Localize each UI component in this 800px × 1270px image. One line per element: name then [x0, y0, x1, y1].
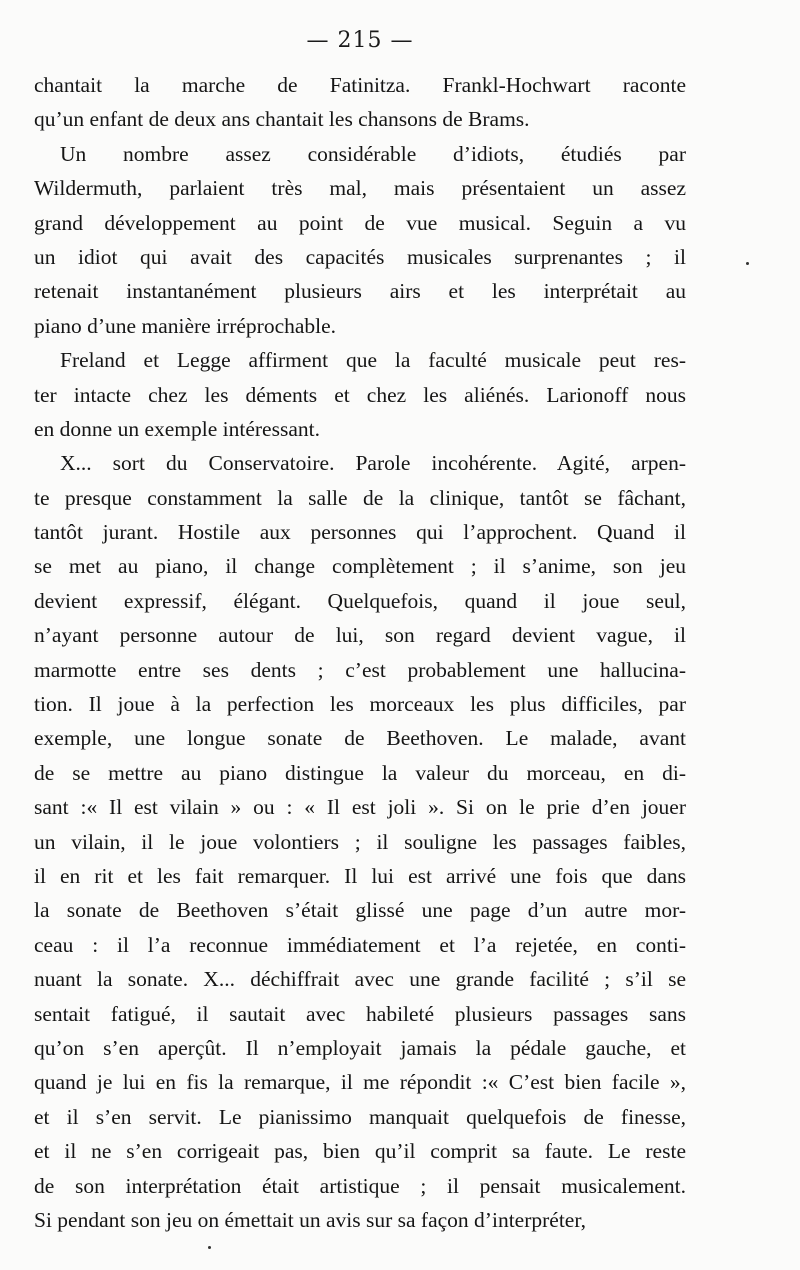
text-line: et il ne s’en corrigeait pas, bien qu’il comprit sa faute. Le reste	[34, 1139, 686, 1164]
text-line: exemple, une longue sonate de Beethoven. Le malade, avant	[34, 726, 686, 751]
text-line: de se mettre au piano distingue la valeur du morceau, en di-	[34, 760, 686, 785]
text-line: un idiot qui avait des capacités musicales surprenantes ; il	[34, 244, 686, 269]
ink-speck	[746, 262, 749, 265]
text-line: Freland et Legge affirment que la faculté musicale peut res-	[60, 348, 686, 373]
text-line: la sonate de Beethoven s’était glissé une page d’un autre mor-	[34, 898, 686, 923]
text-line: grand développement au point de vue musical. Seguin a vu	[34, 210, 686, 235]
text-line: un vilain, il le joue volontiers ; il souligne les passages faibles,	[34, 829, 686, 854]
paragraph	[34, 343, 686, 446]
text-line: te presque constamment la salle de la clinique, tantôt se fâchant,	[34, 485, 686, 510]
text-line: piano d’une manière irréprochable.	[34, 313, 337, 338]
text-line: il en rit et les fait remarquer. Il lui est arrivé une fois que dans	[34, 863, 686, 888]
text-line: devient expressif, élégant. Quelquefois, quand il joue seul,	[34, 588, 686, 613]
text-line: de son interprétation était artistique ; il pensait musicalement.	[34, 1173, 686, 1198]
ink-speck	[208, 1246, 211, 1249]
text-line: nuant la sonate. X... déchiffrait avec une grande facilité ; s’il se	[34, 967, 686, 992]
text-line: Un nombre assez considérable d’idiots, étudiés par	[60, 141, 686, 166]
page-number: — 215 —	[306, 28, 414, 53]
text-line: en donne un exemple intéressant.	[34, 416, 320, 441]
text-line: ter intacte chez les déments et chez les aliénés. Larionoff nous	[34, 382, 686, 407]
text-line: tion. Il joue à la perfection les morceaux les plus difficiles, par	[34, 692, 686, 717]
text-line: se met au piano, il change complètement ; il s’anime, son jeu	[34, 554, 686, 579]
text-line: sentait fatigué, il sautait avec habileté plusieurs passages sans	[34, 1001, 686, 1026]
text-line: sant :« Il est vilain » ou : « Il est joli ». Si on le prie d’en jouer	[34, 795, 686, 820]
paragraph	[34, 137, 686, 343]
text-line: chantait la marche de Fatinitza. Frankl-Hochwart raconte	[34, 73, 686, 97]
text-line: quand je lui en fis la remarque, il me répondit :« C’est bien facile »,	[34, 1070, 686, 1095]
paragraph	[34, 68, 686, 137]
text-line: qu’un enfant de deux ans chantait les chansons de Brams.	[34, 107, 530, 132]
text-line: retenait instantanément plusieurs airs et les interprétait au	[34, 279, 686, 304]
text-line: Wildermuth, parlaient très mal, mais présentaient un assez	[34, 176, 686, 201]
text-line: n’ayant personne autour de lui, son regard devient vague, il	[34, 623, 686, 648]
text-line: tantôt jurant. Hostile aux personnes qui l’approchent. Quand il	[34, 520, 686, 545]
text-line: marmotte entre ses dents ; c’est probablement une hallucina-	[34, 657, 686, 682]
text-line: X... sort du Conservatoire. Parole incohérente. Agité, arpen-	[60, 451, 686, 476]
body-text	[34, 68, 686, 1237]
text-line: Si pendant son jeu on émettait un avis sur sa façon d’interpréter,	[34, 1207, 587, 1232]
text-line: ceau : il l’a reconnue immédiatement et l’a rejetée, en conti-	[34, 932, 686, 957]
paragraph	[34, 446, 686, 1237]
text-line: et il s’en servit. Le pianissimo manquait quelquefois de finesse,	[34, 1104, 686, 1129]
text-line: qu’on s’en aperçût. Il n’employait jamais la pédale gauche, et	[34, 1035, 686, 1060]
